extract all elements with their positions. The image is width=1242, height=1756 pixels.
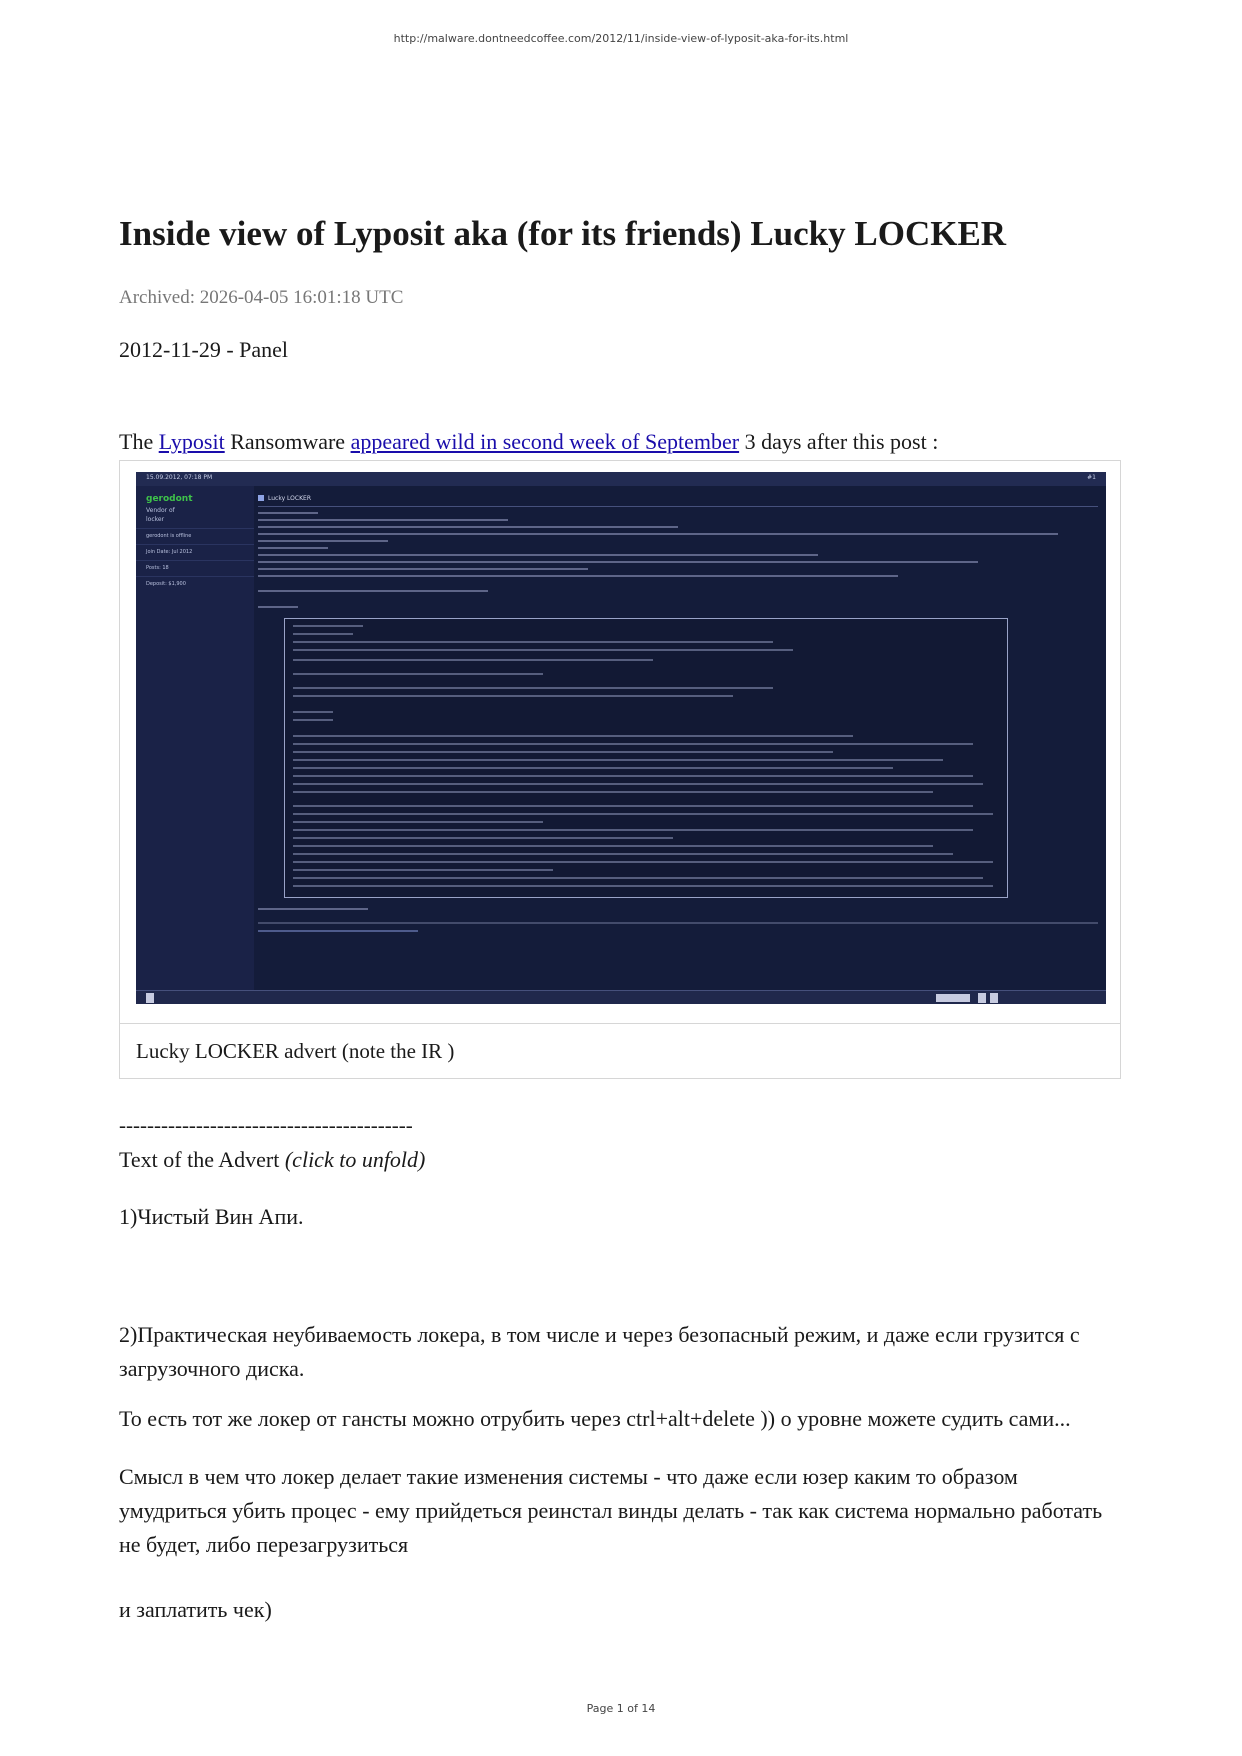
lyposit-link[interactable]: Lyposit: [158, 429, 225, 454]
forum-user-title: Vendor of: [146, 507, 175, 514]
advert-figure: [119, 460, 1121, 1079]
page-url-header: http://malware.dontneedcoffee.com/2012/11/inside-view-of-lyposit-aka-for-its.html: [393, 32, 849, 45]
forum-post-header: [136, 472, 1106, 486]
forum-post-body: [258, 486, 1098, 1004]
paragraph-2: 2)Практическая неубиваемость локера, в том числе и через безопасный режим, и даже если грузится с загрузочного диска.: [119, 1322, 1080, 1381]
paragraph-5: и заплатить чек): [119, 1597, 272, 1622]
quote-button: [936, 994, 970, 1002]
figure-divider: [120, 1023, 1120, 1024]
forum-post-title: Lucky LOCKER: [258, 492, 1098, 507]
forum-post-date: 15.09.2012, 07:18 PM: [146, 474, 213, 481]
advert-heading[interactable]: Text of the Advert (click to unfold): [119, 1147, 426, 1172]
intro-paragraph: The Lyposit Ransomware appeared wild in second week of September 3 days after this post :: [119, 429, 939, 454]
paragraph-3: То есть тот же локер от гансты можно отрубить через ctrl+alt+delete )) о уровне можете судить сами...: [119, 1406, 1071, 1431]
report-icon: [146, 993, 154, 1003]
archived-timestamp: Archived: 2026-04-05 16:01:18 UTC: [119, 287, 404, 308]
unfold-hint[interactable]: (click to unfold): [284, 1147, 426, 1172]
page-footer: Page 1 of 14: [586, 1702, 656, 1715]
forum-join-date: Join Date: Jul 2012: [136, 544, 254, 559]
paragraph-4: Смысл в чем что локер делает такие изменения системы - что даже если юзер каким то образом умудриться убить процес - ему прийдеться реинстал винды делать - так как система нормально работать не будет, либо перезагрузиться: [119, 1464, 1103, 1557]
forum-post-footer: [136, 990, 1106, 1004]
figure-caption: Lucky LOCKER advert (note the IR ): [136, 1039, 455, 1063]
forum-user-sidebar: [136, 486, 254, 1004]
forum-post-number: #1: [1087, 474, 1096, 481]
forum-username: gerodont: [146, 494, 193, 504]
post-date-line: 2012-11-29 - Panel: [119, 337, 289, 362]
multiquote-icon: [990, 993, 998, 1003]
edit-icon: [978, 993, 986, 1003]
forum-user-status: gerodont is offline: [136, 528, 254, 543]
section-divider: ------------------------------------------: [119, 1113, 413, 1137]
forum-quote-block: [284, 618, 1008, 898]
forum-post-count: Posts: 18: [136, 560, 254, 575]
appeared-wild-link[interactable]: appeared wild in second week of September: [350, 429, 740, 454]
page-title: Inside view of Lyposit aka (for its friends) Lucky LOCKER: [119, 214, 1007, 253]
forum-user-title-2: locker: [146, 516, 165, 523]
paragraph-1: 1)Чистый Вин Апи.: [119, 1204, 304, 1229]
forum-deposit: Deposit: $1,900: [136, 576, 254, 591]
forum-screenshot: [136, 472, 1106, 1004]
